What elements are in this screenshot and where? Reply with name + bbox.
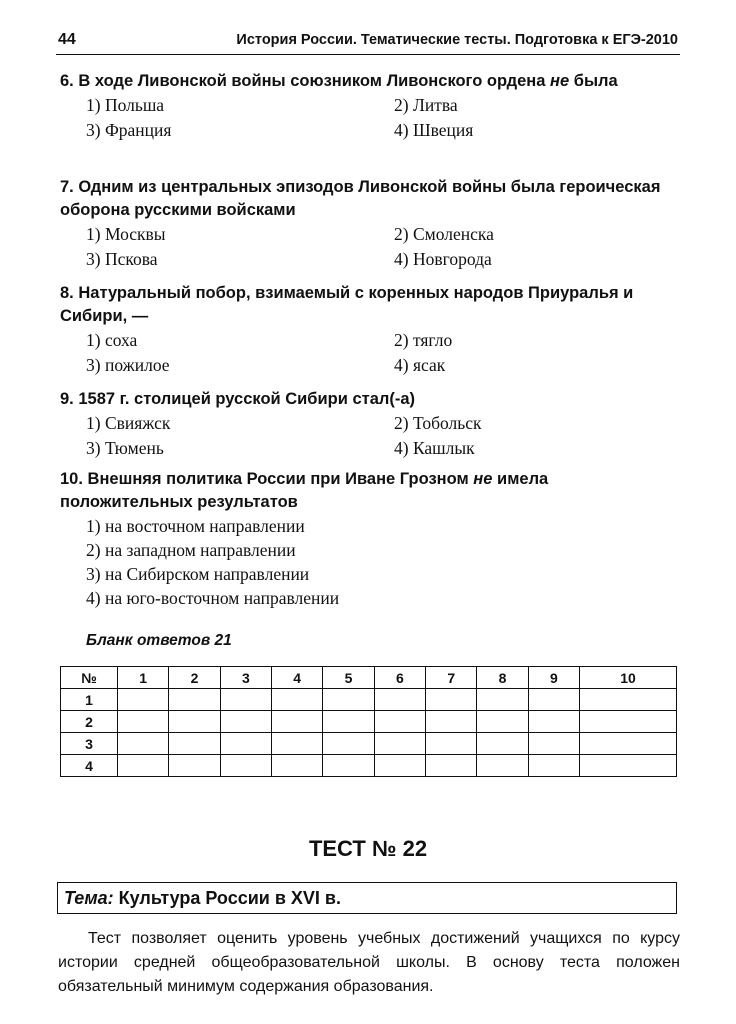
answer-sheet-title: Бланк ответов 21 (86, 632, 232, 649)
option-3: 3) Франция (86, 120, 172, 140)
row-header: 2 (61, 711, 118, 733)
answer-cell (426, 755, 477, 777)
answer-cell (374, 711, 425, 733)
table-row (61, 733, 677, 755)
question-9 (60, 388, 680, 461)
answer-cell (374, 689, 425, 711)
answer-cell (118, 755, 169, 777)
question-10 (60, 468, 680, 610)
answer-cell (220, 733, 271, 755)
option-2: 2) Литва (394, 95, 458, 115)
column-header: 7 (426, 667, 477, 689)
answer-cell (169, 711, 220, 733)
option-4: 4) на юго-восточном направлении (86, 588, 340, 608)
answer-cell (169, 733, 220, 755)
answer-cell (272, 733, 323, 755)
column-header: 6 (374, 667, 425, 689)
question-text: 9. 1587 г. столицей русской Сибири стал(-а) (60, 390, 416, 408)
answer-cell (272, 755, 323, 777)
option-2: 2) Смоленска (394, 224, 494, 244)
answer-cell (323, 733, 374, 755)
option-2: 2) на западном направлении (86, 540, 296, 560)
answer-cell (374, 733, 425, 755)
answer-cell (374, 755, 425, 777)
column-header: 8 (477, 667, 528, 689)
answer-cell (477, 733, 528, 755)
table-row (61, 711, 677, 733)
question-text: 10. Внешняя политика России при Иване Грозном не имела положительных результатов (60, 470, 549, 511)
answer-cell (528, 755, 579, 777)
row-header: 3 (61, 733, 118, 755)
answer-cell (580, 755, 677, 777)
answer-cell (323, 689, 374, 711)
option-3: 3) пожилое (86, 355, 170, 375)
answer-cell (118, 711, 169, 733)
option-1: 1) Польша (86, 95, 165, 115)
row-header: 4 (61, 755, 118, 777)
answer-cell (477, 689, 528, 711)
answer-cell (580, 711, 677, 733)
column-header: 3 (220, 667, 271, 689)
question-7 (60, 176, 680, 272)
table-row (61, 689, 677, 711)
column-header: 5 (323, 667, 374, 689)
emphasis: не (550, 72, 570, 90)
option-1: 1) соха (86, 330, 138, 350)
answer-cell (580, 733, 677, 755)
answer-cell (528, 711, 579, 733)
column-header: 4 (272, 667, 323, 689)
answer-cell (323, 755, 374, 777)
column-header: 10 (580, 667, 677, 689)
question-text: 6. В ходе Ливонской войны союзником Ливонского ордена не была (60, 72, 618, 90)
option-4: 4) Кашлык (394, 438, 475, 458)
option-4: 4) ясак (394, 355, 446, 375)
answer-cell (323, 711, 374, 733)
answer-cell (169, 689, 220, 711)
answer-cell (272, 689, 323, 711)
emphasis: не (473, 470, 493, 488)
table-row (61, 755, 677, 777)
answer-options (86, 222, 680, 272)
answer-cell (528, 689, 579, 711)
topic-text: Культура России в XVI в. (118, 888, 341, 908)
option-4: 4) Новгорода (394, 249, 492, 269)
answer-cell (426, 689, 477, 711)
topic-box (57, 882, 677, 914)
table-header-row (61, 667, 677, 689)
answer-cell (118, 689, 169, 711)
answer-cell (169, 755, 220, 777)
topic-label: Тема: (64, 888, 114, 908)
page-number: 44 (58, 31, 76, 48)
option-4: 4) Швеция (394, 120, 474, 140)
column-header: 9 (528, 667, 579, 689)
option-3: 3) Пскова (86, 249, 158, 269)
option-1: 1) Свияжск (86, 413, 171, 433)
option-2: 2) Тобольск (394, 413, 482, 433)
question-text: 7. Одним из центральных эпизодов Ливонской войны была героическая оборона русскими войсками (60, 178, 661, 219)
test-title: ТЕСТ № 22 (308, 836, 428, 861)
answer-cell (477, 755, 528, 777)
answer-options (86, 93, 680, 143)
option-1: 1) на восточном направлении (86, 516, 305, 536)
answer-options (86, 514, 680, 610)
book-title: История России. Тематические тесты. Подготовка к ЕГЭ-2010 (236, 32, 678, 48)
answer-cell (426, 733, 477, 755)
answer-cell (477, 711, 528, 733)
option-2: 2) тягло (394, 330, 453, 350)
page-header (56, 28, 680, 55)
answer-cell (118, 733, 169, 755)
test-intro-paragraph: Тест позволяет оценить уровень учебных достижений учащихся по курсу истории средней общеобразовательной школы. В основу теста положен обязательный минимум содержания образования. (58, 930, 680, 995)
question-6 (60, 70, 680, 143)
answer-cell (220, 711, 271, 733)
option-3: 3) Тюмень (86, 438, 164, 458)
answer-cell (272, 711, 323, 733)
answer-options (86, 411, 680, 461)
table-corner-header: № (61, 667, 118, 689)
option-1: 1) Москвы (86, 224, 166, 244)
question-text: 8. Натуральный побор, взимаемый с коренных народов Приуралья и Сибири, — (60, 284, 634, 325)
column-header: 1 (118, 667, 169, 689)
answer-cell (528, 733, 579, 755)
column-header: 2 (169, 667, 220, 689)
answer-cell (220, 689, 271, 711)
question-8 (60, 282, 680, 378)
answer-cell (580, 689, 677, 711)
row-header: 1 (61, 689, 118, 711)
option-3: 3) на Сибирском направлении (86, 564, 310, 584)
answer-options (86, 328, 680, 378)
answer-sheet-table (60, 666, 677, 777)
answer-cell (220, 755, 271, 777)
answer-cell (426, 711, 477, 733)
